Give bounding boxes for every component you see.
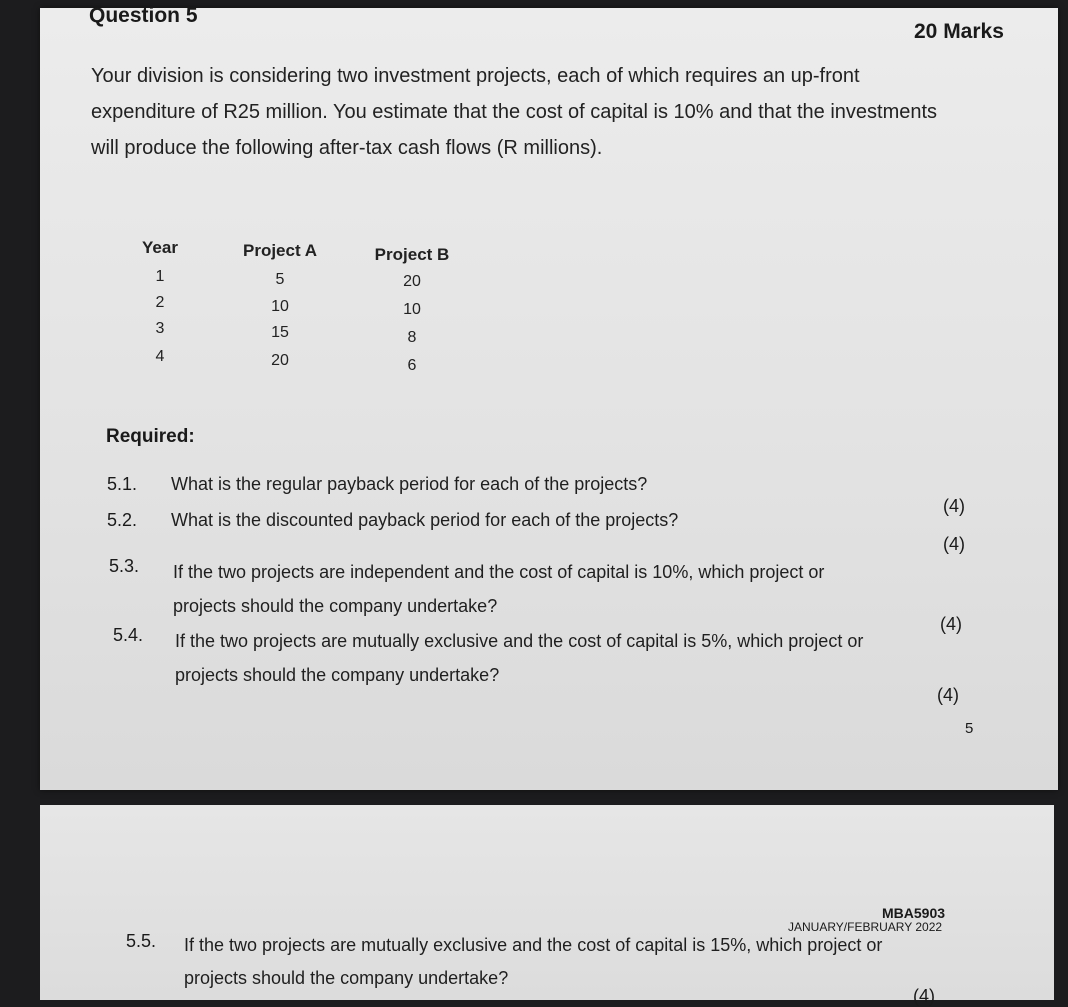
table-cell: 2 [155,294,165,311]
course-code: MBA5903 [882,905,946,921]
item-text: If the two projects are independent and the cost of capital is 10%, which project or [173,562,825,582]
item-number: 5.5. [126,931,157,951]
table-cell: 10 [271,298,289,315]
table-cell: 8 [407,329,417,346]
project-b-column [362,245,462,385]
item-text: If the two projects are mutually exclusive and the cost of capital is 15%, which project or [184,935,883,955]
table-header: Project B [374,245,450,264]
table-header: Year [142,238,178,257]
intro-line-1: Your division is considering two investment projects, each of which requires an up-front [91,65,860,87]
question-title: Question 5 [89,4,198,27]
table-header: Project A [242,241,317,260]
table-cell: 1 [155,268,165,285]
table-cell: 20 [271,352,289,369]
intro-line-3: will produce the following after-tax cash flows (R millions). [91,137,603,159]
item-number: 5.4. [113,625,144,645]
table-cell: 20 [403,273,421,290]
item-marks: (4) [940,614,962,634]
item-number: 5.1. [107,474,138,494]
item-text: What is the regular payback period for each of the projects? [171,474,648,494]
question-marks: 20 Marks [914,20,1004,43]
item-marks: (4) [943,496,965,516]
item-marks: (4) [943,534,965,554]
exam-page [40,4,1058,790]
item-text: projects should the company undertake? [173,596,498,616]
item-text: What is the discounted payback period for each of the projects? [171,510,679,530]
intro-line-2: expenditure of R25 million. You estimate that the cost of capital is 10% and that the investments [91,101,938,123]
table-cell: 4 [155,348,165,365]
exam-date: JANUARY/FEBRUARY 2022 [788,920,943,934]
project-a-column [230,241,330,381]
year-column [130,238,190,378]
item-text: If the two projects are mutually exclusive and the cost of capital is 5%, which project or [175,631,864,651]
table-cell: 6 [407,357,417,374]
table-cell: 3 [155,320,165,337]
next-page [40,805,1054,1006]
page-number: 5 [965,720,974,737]
table-cell: 15 [271,324,289,341]
item-number: 5.2. [107,510,138,530]
table-cell: 10 [403,301,421,318]
table-cell: 5 [275,271,285,288]
item-marks: (4) [937,685,959,705]
required-heading: Required: [106,426,195,447]
item-text: projects should the company undertake? [184,968,509,988]
item-marks: (4) [913,986,935,1006]
item-text: projects should the company undertake? [175,665,500,685]
item-number: 5.3. [109,556,140,576]
